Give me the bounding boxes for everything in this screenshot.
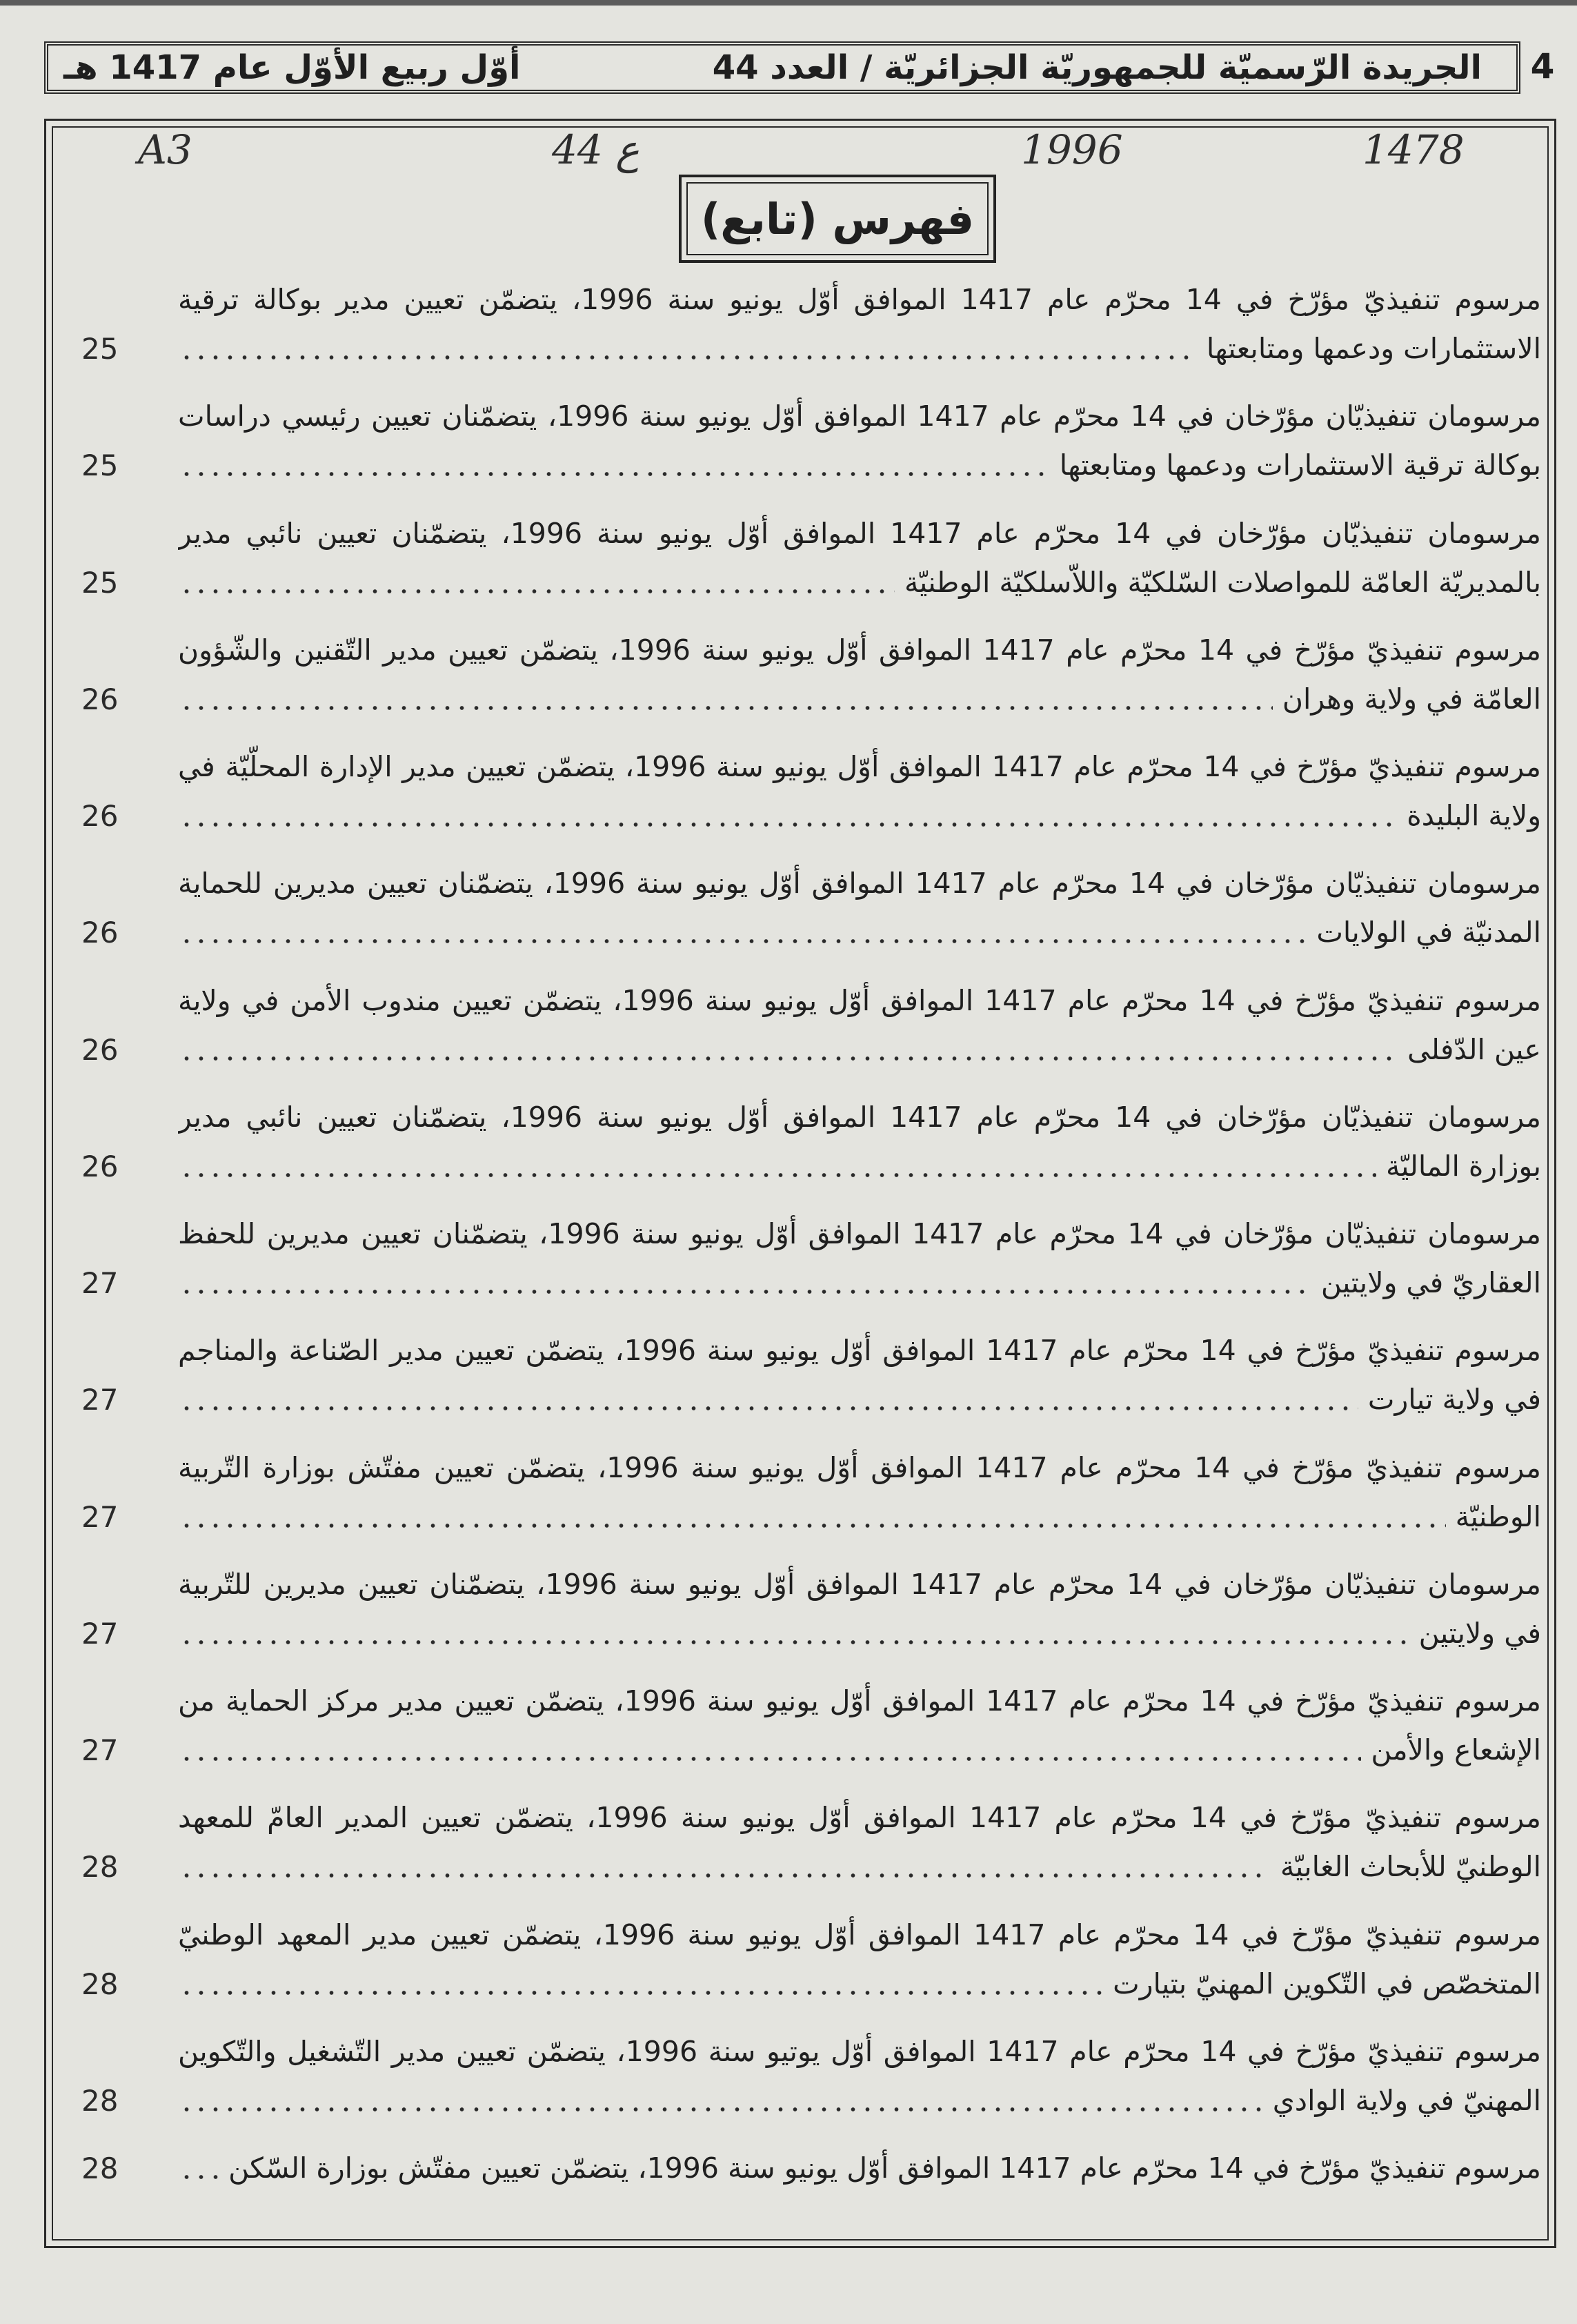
index-entries [69, 275, 1541, 2261]
index-entry [69, 1210, 1541, 1326]
index-entry [69, 275, 1541, 392]
index-entry [69, 509, 1541, 626]
entry-first-line-text: مرسوم تنفيذيّ مؤرّخ في 14 محرّم عام 1417 الموافق أوّل يوتيو سنة 1996، يتضمّن تعيين مدير التّشغيل والتّكوين [178, 2034, 1541, 2068]
dot-leader [179, 1960, 1103, 2009]
entry-first-line-text: مرسومان تنفيذيّان مؤرّخان في 14 محرّم عام 1417 الموافق أوّل يونيو سنة 1996، يتضمّنان تعيين مديرين للحماية [178, 867, 1541, 900]
index-entry [69, 1444, 1541, 1560]
entry-first-line-text: مرسوم تنفيذيّ مؤرّخ في 14 محرّم عام 1417 الموافق أوّل يونيو سنة 1996، يتضمّن تعيين مدير الصّناعة والمناجم [178, 1334, 1541, 1368]
entry-first-line [178, 2027, 1541, 2076]
scan-edge [0, 0, 1577, 6]
entry-last-line [69, 1726, 1541, 1775]
entry-last-line-text: العقاريّ في ولايتين [1320, 1266, 1541, 1299]
entry-first-line [178, 1444, 1541, 1493]
index-entry [69, 859, 1541, 976]
entry-last-line-text: العامّة في ولاية وهران [1282, 682, 1541, 716]
entry-first-line [178, 392, 1541, 441]
entry-page-number: 28 [81, 2151, 119, 2185]
entry-page-number: 27 [81, 1616, 119, 1651]
entry-first-line-text: مرسومان تنفيذيّان مؤرّخان في 14 محرّم عام 1417 الموافق أوّل يونيو سنة 1996، يتضمّنان تعيين رئيسي دراسات [178, 400, 1541, 433]
dot-leader [179, 1609, 1409, 1658]
dot-leader [179, 1493, 1446, 1542]
entry-page-number: 28 [81, 1850, 119, 1884]
entry-page-number: 26 [81, 682, 119, 716]
index-entry [69, 626, 1541, 742]
index-title-box [679, 175, 996, 263]
entry-page-number: 27 [81, 1499, 119, 1534]
entry-last-line [69, 1259, 1541, 1308]
entry-first-line-text: مرسوم تنفيذيّ مؤرّخ في 14 محرّم عام 1417 الموافق أوّل يونيو سنة 1996، يتضمّن تعيين مندوب الأمن في ولاية [178, 983, 1541, 1017]
index-entry [69, 1326, 1541, 1443]
entry-first-line [178, 1911, 1541, 1960]
dot-leader [179, 2144, 219, 2193]
dot-leader [179, 1842, 1271, 1891]
entry-page-number: 27 [81, 1266, 119, 1300]
entry-page-number: 27 [81, 1733, 119, 1767]
entry-first-line-text: مرسوم تنفيذيّ مؤرّخ في 14 محرّم عام 1417 الموافق أوّل يونيو سنة 1996، يتضمّن تعيين مدير الإدارة المحلّيّة في [178, 750, 1541, 783]
index-entry [69, 1093, 1541, 1210]
entry-page-number: 26 [81, 799, 119, 833]
dot-leader [179, 2076, 1263, 2125]
entry-last-line [69, 1493, 1541, 1542]
entry-first-line-text: مرسومان تنفيذيّان مؤرّخان في 14 محرّم عام 1417 الموافق أوّل يونيو سنة 1996، يتضمّنان تعيين مديرين للتّربية [178, 1567, 1541, 1601]
dot-leader [179, 1259, 1311, 1308]
entry-last-line-text: بالمديريّة العامّة للمواصلات السّلكيّة واللاّسلكيّة الوطنيّة [904, 565, 1541, 599]
entry-last-line [69, 791, 1541, 840]
entry-page-number: 28 [81, 2083, 119, 2118]
entry-last-line-text: في ولاية تيارت [1367, 1383, 1541, 1417]
journal-date: أوّل ربيع الأوّل عام 1417 هـ [63, 48, 521, 87]
journal-title: الجريدة الرّسميّة للجمهوريّة الجزائريّة / العدد 44 [712, 48, 1482, 87]
index-entry [69, 976, 1541, 1093]
entry-last-line [69, 441, 1541, 490]
entry-first-line-text: مرسوم تنفيذيّ مؤرّخ في 14 محرّم عام 1417 الموافق أوّل يونيو سنة 1996، يتضمّن تعيين مفتّش بوزارة التّربية [178, 1450, 1541, 1484]
entry-first-line [178, 1326, 1541, 1375]
dot-leader [179, 791, 1397, 840]
entry-page-number: 25 [81, 332, 119, 366]
entry-first-line-text: مرسوم تنفيذيّ مؤرّخ في 14 محرّم عام 1417 الموافق أوّل يونيو سنة 1996، يتضمّن تعيين مدير بوكالة ترقية [178, 283, 1541, 316]
entry-first-line [178, 976, 1541, 1025]
entry-page-number: 28 [81, 1967, 119, 2001]
entry-first-line-text: مرسوم تنفيذيّ مؤرّخ في 14 محرّم عام 1417 الموافق أوّل يونيو سنة 1996، يتضمّن تعيين مدير المعهد الوطنيّ [178, 1918, 1541, 1951]
entry-first-line-text: مرسوم تنفيذيّ مؤرّخ في 14 محرّم عام 1417 الموافق أوّل يونيو سنة 1996، يتضمّن تعيين المدير العامّ للمعهد [178, 1801, 1541, 1835]
entry-first-line [178, 1210, 1541, 1259]
entry-last-line-text: بوكالة ترقية الاستثمارات ودعمها ومتابعتها [1059, 449, 1541, 482]
index-entry [69, 1911, 1541, 2027]
dot-leader [179, 1025, 1398, 1074]
entry-page-number: 25 [81, 449, 119, 483]
entry-first-line [178, 1793, 1541, 1842]
entry-first-line [178, 742, 1541, 791]
entry-last-line [69, 2144, 1541, 2193]
entry-last-line-text: الوطنيّة [1455, 1499, 1541, 1533]
entry-first-line [178, 1093, 1541, 1142]
entry-last-line-text: المدنيّة في الولايات [1316, 916, 1541, 949]
dot-leader [179, 441, 1050, 490]
entry-first-line-text: مرسومان تنفيذيّان مؤرّخان في 14 محرّم عام 1417 الموافق أوّل يونيو سنة 1996، يتضمّنان تعيين مديرين للحفظ [178, 1217, 1541, 1250]
entry-first-line-text: مرسومان تنفيذيّان مؤرّخان في 14 محرّم عام 1417 الموافق أوّل يونيو سنة 1996، يتضمّنان تعيين نائبي مدير [178, 1100, 1541, 1134]
index-title: فهرس (تابع) [700, 193, 975, 244]
entry-last-line [69, 675, 1541, 724]
index-entry [69, 2027, 1541, 2144]
entry-page-number: 26 [81, 916, 119, 950]
index-entry [69, 1677, 1541, 1793]
entry-page-number: 27 [81, 1383, 119, 1417]
entry-last-line [69, 1960, 1541, 2009]
entry-page-number: 26 [81, 1032, 119, 1067]
entry-last-line-text: ولاية البليدة [1407, 799, 1541, 832]
dot-leader [179, 1726, 1361, 1775]
handwritten-note: 1478 [1362, 126, 1465, 173]
handwritten-issue: 44 ع [552, 126, 639, 173]
entry-first-line [178, 509, 1541, 558]
entry-last-line-text: المهنيّ في ولاية الوادي [1272, 2083, 1541, 2117]
entry-last-line-text: الإشعاع والأمن [1371, 1733, 1541, 1766]
dot-leader [179, 324, 1197, 373]
entry-first-line [178, 275, 1541, 324]
dot-leader [179, 675, 1273, 724]
entry-last-line-text: بوزارة الماليّة [1385, 1149, 1541, 1183]
entry-first-line-text: مرسوم تنفيذيّ مؤرّخ في 14 محرّم عام 1417 الموافق أوّل يونيو سنة 1996، يتضمّن تعيين مدير التّقنين والشّؤون [178, 633, 1541, 667]
index-entry [69, 1560, 1541, 1677]
entry-first-line-text: مرسوم تنفيذيّ مؤرّخ في 14 محرّم عام 1417 الموافق أوّل يونيو سنة 1996، يتضمّن تعيين مدير مركز الحماية من [178, 1684, 1541, 1717]
entry-first-line [178, 1677, 1541, 1726]
entry-first-line [178, 1560, 1541, 1609]
entry-last-line-text: المتخصّص في التّكوين المهنيّ بتيارت [1113, 1967, 1541, 2000]
entry-last-line-text: الوطنيّ للأبحاث الغابيّة [1280, 1850, 1541, 1884]
entry-first-line [178, 859, 1541, 908]
entry-first-line [178, 626, 1541, 675]
index-entry [69, 392, 1541, 509]
index-entry [69, 742, 1541, 859]
entry-last-line [69, 1025, 1541, 1074]
entry-last-line [69, 1142, 1541, 1191]
entry-last-line-text: في ولايتين [1418, 1616, 1541, 1650]
entry-last-line [69, 1375, 1541, 1424]
handwritten-year: 1996 [1021, 126, 1123, 173]
dot-leader [179, 908, 1307, 957]
entry-last-line [69, 1609, 1541, 1658]
entry-last-line-text: عين الدّفلى [1407, 1032, 1541, 1066]
index-entry [69, 1793, 1541, 1910]
entry-last-line-text: الاستثمارات ودعمها ومتابعتها [1206, 332, 1541, 365]
journal-header [44, 41, 1520, 94]
entry-last-line [69, 324, 1541, 373]
entry-last-line [69, 908, 1541, 957]
entry-first-line-text: مرسومان تنفيذيّان مؤرّخان في 14 محرّم عام 1417 الموافق أوّل يونيو سنة 1996، يتضمّنان تعيين نائبي مدير [178, 516, 1541, 550]
entry-page-number: 26 [81, 1149, 119, 1183]
entry-page-number: 25 [81, 565, 119, 600]
dot-leader [179, 558, 895, 607]
dot-leader [179, 1142, 1376, 1191]
index-entry [69, 2144, 1541, 2261]
entry-last-line [69, 2076, 1541, 2125]
entry-last-line [69, 558, 1541, 607]
handwritten-code: A3 [138, 126, 192, 173]
entry-last-line-text: مرسوم تنفيذيّ مؤرّخ في 14 محرّم عام 1417 الموافق أوّل يونيو سنة 1996، يتضمّن تعيين مفتّش بوزارة السّكن [228, 2151, 1541, 2185]
dot-leader [179, 1375, 1358, 1424]
page-number: 4 [1530, 46, 1555, 86]
entry-last-line [69, 1842, 1541, 1891]
